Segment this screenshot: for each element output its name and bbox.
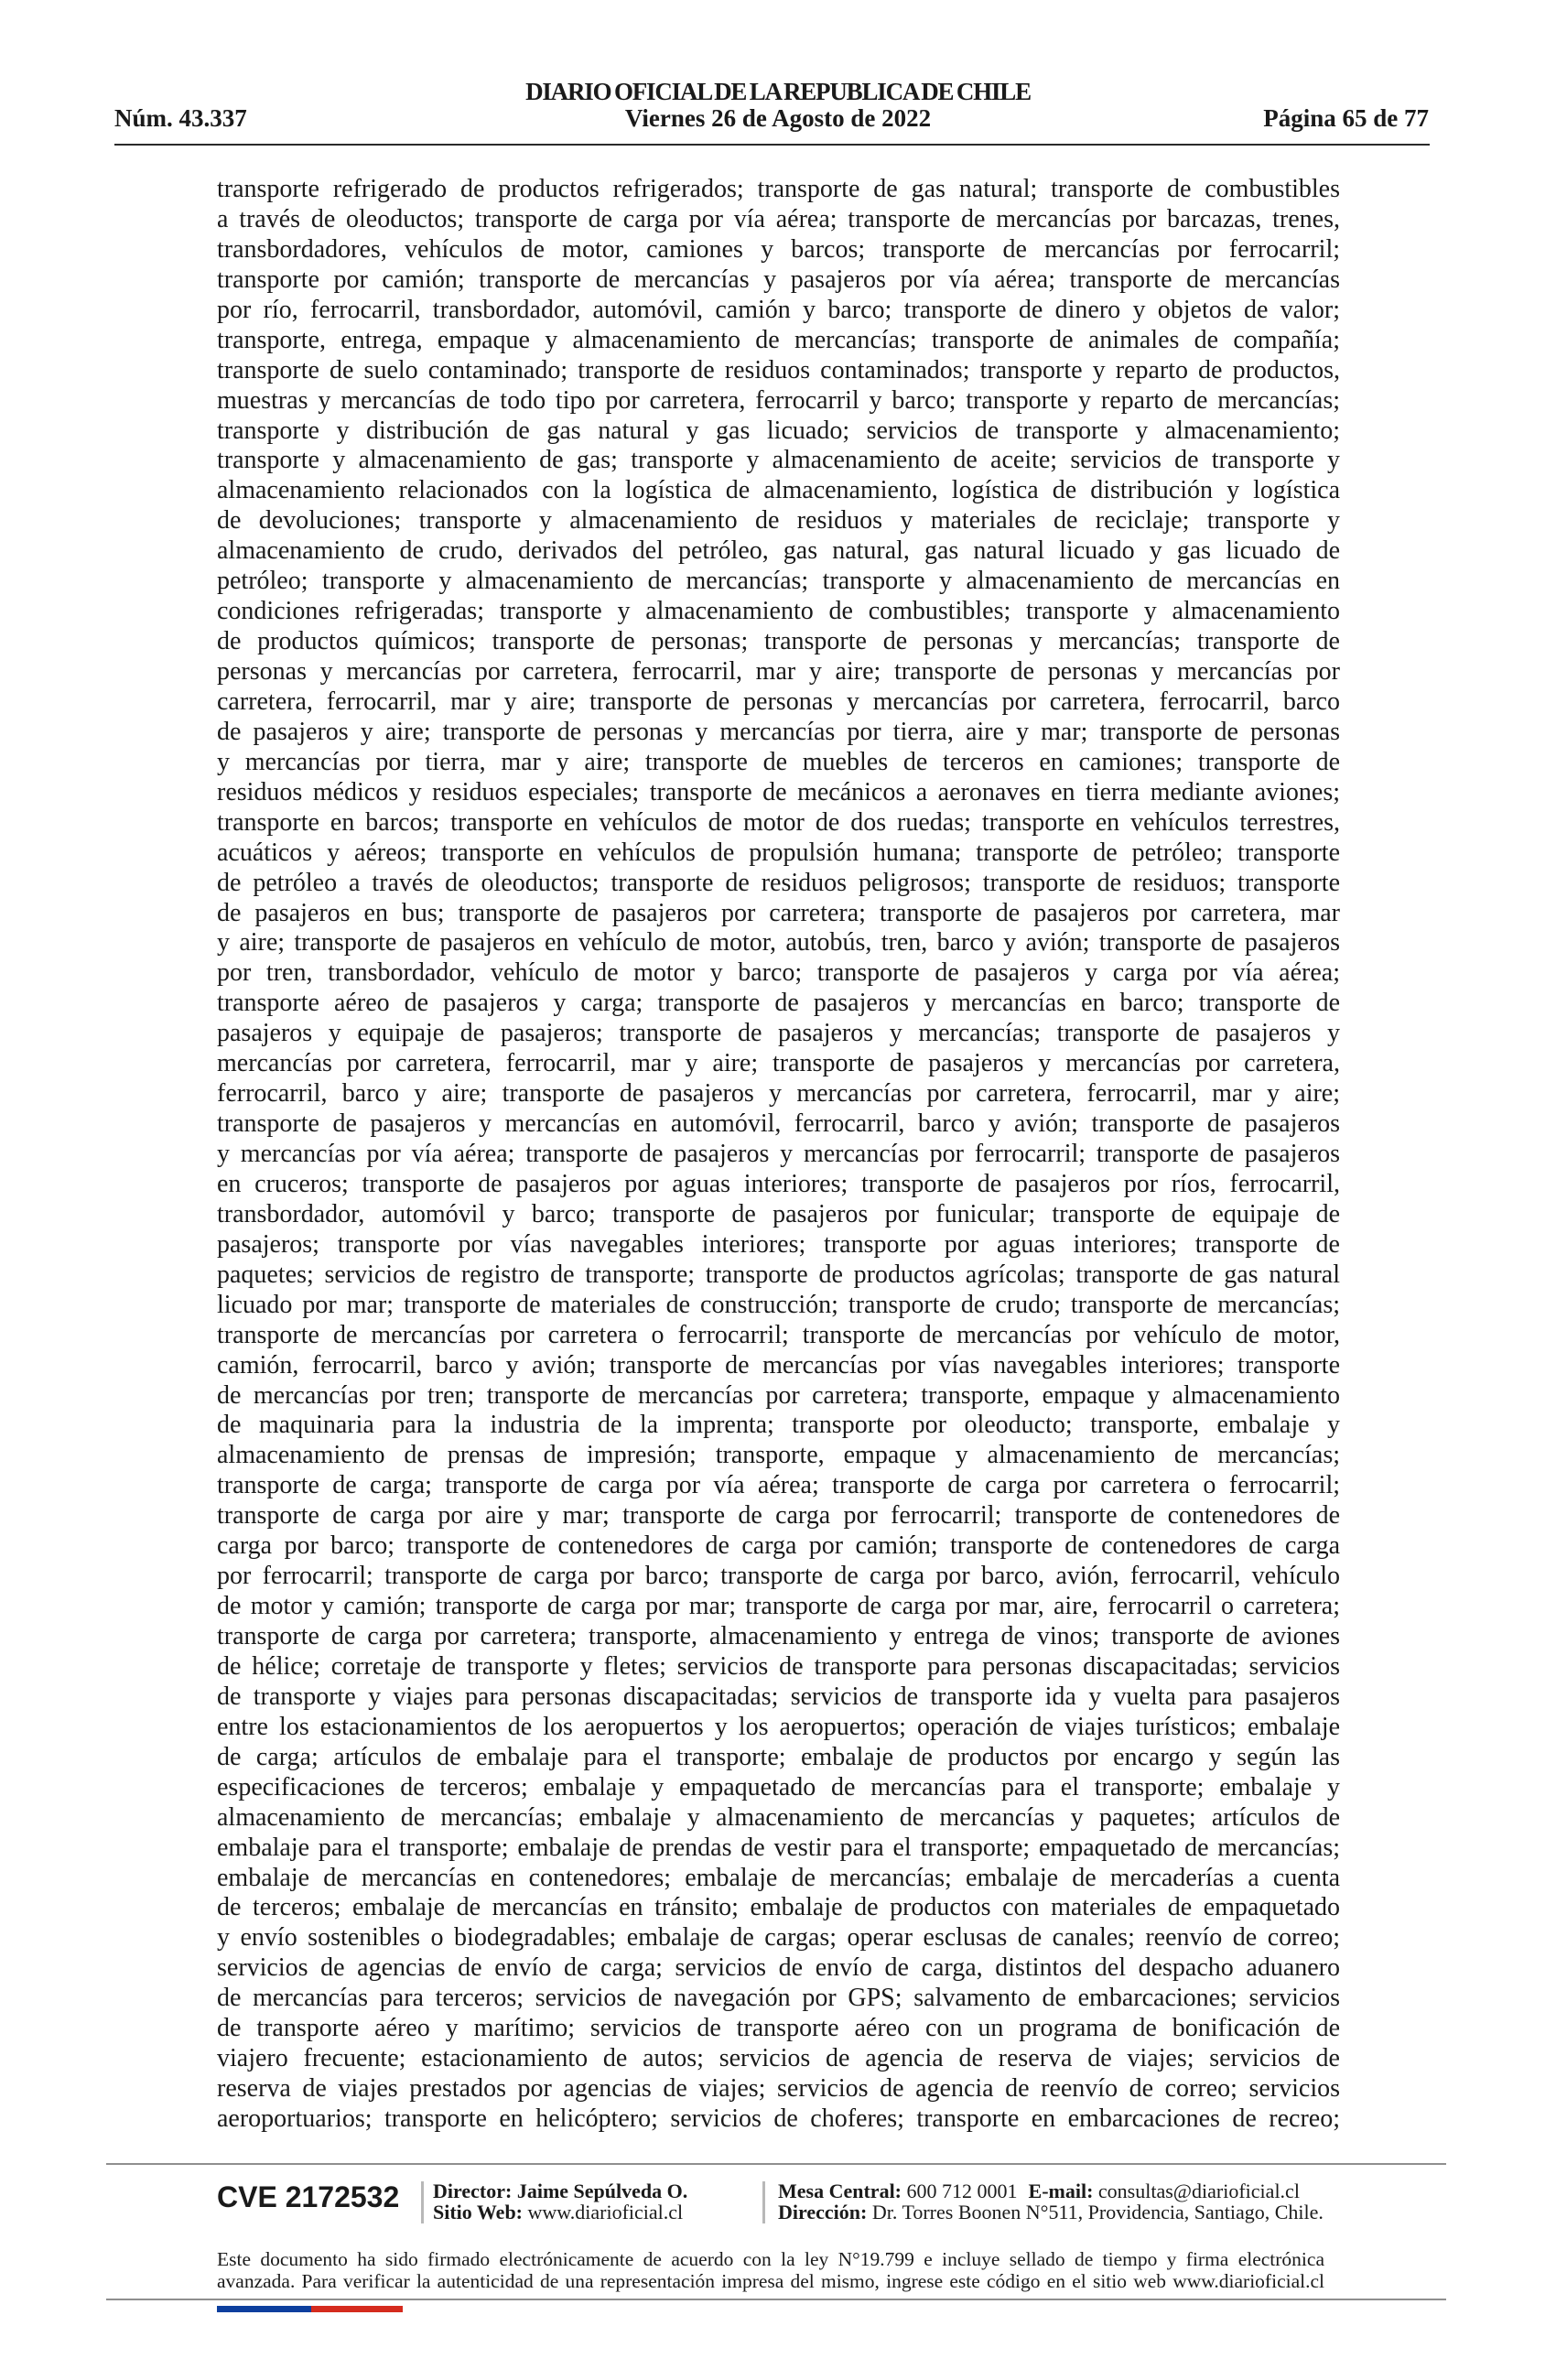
body-line: y mercancías por vía aérea; transporte de pasajeros y mercancías por ferrocarril; transporte de pasajeros [217,1140,1340,1168]
body-line: transbordador, automóvil y barco; transporte de pasajeros por funicular; transporte de equipaje de [217,1199,1340,1228]
issue-number: Núm. 43.337 [114,104,247,132]
body-line: petróleo; transporte y almacenamiento de mercancías; transporte y almacenamiento de mercancías en [217,567,1340,596]
body-line: paquetes; servicios de registro de transporte; transporte de productos agrícolas; transporte de gas natural [217,1260,1340,1289]
body-line: embalaje de mercancías en contenedores; embalaje de mercancías; embalaje de mercaderías a cuenta [217,1863,1340,1892]
body-line: transporte y distribución de gas natural y gas licuado; servicios de transporte y almacenamiento; [217,416,1340,445]
body-line: y aire; transporte de pasajeros en vehículo de motor, autobús, tren, barco y avión; transporte de pasajeros [217,928,1340,957]
address-label: Dirección: [778,2201,868,2223]
body-line: transporte en barcos; transporte en vehículos de motor de dos ruedas; transporte en vehículos terrestres, [217,807,1340,837]
flag-color-bar [217,2306,403,2312]
body-line: servicios de agencias de envío de carga; servicios de envío de carga, distintos del despacho aduanero [217,1953,1340,1983]
body-line: viajero frecuente; estacionamiento de autos; servicios de agencia de reserva de viajes; servicios de [217,2044,1340,2073]
body-line: por ferrocarril; transporte de carga por barco; transporte de carga por barco, avión, ferrocarril, vehículo [217,1562,1340,1591]
body-line: transbordadores, vehículos de motor, camiones y barcos; transporte de mercancías por ferrocarril; [217,234,1340,264]
footer-director-line [433,2180,687,2202]
body-line: almacenamiento relacionados con la logística de almacenamiento, logística de distribución y logística [217,476,1340,505]
phone-value: 600 712 0001 [906,2180,1018,2202]
website-value: www.diarioficial.cl [527,2201,684,2223]
body-line: de mercancías para terceros; servicios de navegación por GPS; salvamento de embarcaciones; servicios [217,1984,1340,2013]
footer-director-block [433,2180,687,2223]
phone-label: Mesa Central: [778,2180,902,2202]
body-line: de mercancías por tren; transporte de mercancías por carretera; transporte, empaque y almacenamiento [217,1380,1340,1410]
body-line: en cruceros; transporte de pasajeros por aguas interiores; transporte de pasajeros por ríos, ferrocarril, [217,1169,1340,1198]
body-line: almacenamiento de crudo, derivados del petróleo, gas natural, gas natural licuado y gas licuado de [217,536,1340,566]
body-line: licuado por mar; transporte de materiales de construcción; transporte de crudo; transporte de mercancías; [217,1290,1340,1319]
body-line: transporte, entrega, empaque y almacenamiento de mercancías; transporte de animales de compañía; [217,325,1340,354]
footer-divider-top [106,2163,1446,2165]
body-line: de transporte aéreo y marítimo; servicios de transporte aéreo con un programa de bonificación de [217,2014,1340,2043]
signature-disclaimer [217,2248,1324,2292]
body-line: entre los estacionamientos de los aeropuertos y los aeropuertos; operación de viajes turísticos; embalaje [217,1712,1340,1741]
body-line: por río, ferrocarril, transbordador, automóvil, camión y barco; transporte de dinero y objetos de valor; [217,295,1340,324]
body-line: pasajeros y equipaje de pasajeros; transporte de pasajeros y mercancías; transporte de pasajeros y [217,1019,1340,1048]
body-line: de terceros; embalaje de mercancías en tránsito; embalaje de productos con materiales de empaquetado [217,1893,1340,1922]
body-line: a través de oleoductos; transporte de carga por vía aérea; transporte de mercancías por barcazas, trenes, [217,204,1340,233]
body-line: transporte de pasajeros y mercancías en automóvil, ferrocarril, barco y avión; transporte de pasajeros [217,1109,1340,1139]
body-line: transporte de carga; transporte de carga por vía aérea; transporte de carga por carretera o ferrocarril; [217,1471,1340,1500]
body-line: embalaje para el transporte; embalaje de prendas de vestir para el transporte; empaquetado de mercancías; [217,1833,1340,1862]
body-line: mercancías por carretera, ferrocarril, mar y aire; transporte de pasajeros y mercancías por carretera, [217,1049,1340,1078]
body-line: carga por barco; transporte de contenedores de carga por camión; transporte de contenedores de carga [217,1531,1340,1561]
body-line: transporte de mercancías por carretera o ferrocarril; transporte de mercancías por vehículo de motor, [217,1320,1340,1349]
footer-divider-bottom [106,2299,1446,2300]
body-line: de hélice; corretaje de transporte y fletes; servicios de transporte para personas discapacitadas; servicios [217,1651,1340,1681]
body-line: condiciones refrigeradas; transporte y almacenamiento de combustibles; transporte y almacenamiento [217,597,1340,626]
body-line: de productos químicos; transporte de personas; transporte de personas y mercancías; transporte de [217,627,1340,656]
issue-date: Viernes 26 de Agosto de 2022 [624,104,932,132]
body-line: residuos médicos y residuos especiales; transporte de mecánicos a aeronaves en tierra mediante aviones; [217,777,1340,806]
flag-red-stripe [311,2306,403,2312]
director-name: Jaime Sepúlveda O. [516,2180,688,2202]
body-line: camión, ferrocarril, barco y avión; transporte de mercancías por vías navegables interiores; transporte [217,1350,1340,1379]
body-line: muestras y mercancías de todo tipo por carretera, ferrocarril y barco; transporte y reparto de mercancías; [217,385,1340,415]
website-label: Sitio Web: [433,2201,524,2223]
body-line: aeroportuarios; transporte en helicóptero; servicios de choferes; transporte en embarcaciones de recreo; [217,2104,1340,2133]
disclaimer-line: avanzada. Para verificar la autenticidad de una representación impresa del mismo, ingrese este código en el sitio web www.diarioficial.cl [217,2270,1324,2292]
body-line: y envío sostenibles o biodegradables; embalaje de cargas; operar esclusas de canales; reenvío de correo; [217,1923,1340,1953]
body-line: de devoluciones; transporte y almacenamiento de residuos y materiales de reciclaje; transporte y [217,506,1340,536]
body-line: de maquinaria para la industria de la imprenta; transporte por oleoducto; transporte, embalaje y [217,1411,1340,1440]
body-line: por tren, transbordador, vehículo de motor y barco; transporte de pasajeros y carga por vía aérea; [217,958,1340,988]
gazette-title: DIARIO OFICIAL DE LA REPUBLICA DE CHILE [525,78,1031,105]
cve-code: CVE 2172532 [217,2180,400,2213]
email-label: E-mail: [1028,2180,1094,2202]
footer-phone-email-line [778,2180,1324,2202]
address-value: Dr. Torres Boonen N°511, Providencia, Santiago, Chile. [871,2201,1324,2223]
header-divider [114,144,1430,146]
body-line: reserva de viajes prestados por agencias de viajes; servicios de agencia de reenvío de correo; servicios [217,2074,1340,2104]
footer-contact-block [778,2180,1324,2223]
body-text-block [217,175,1340,2135]
body-line: transporte de suelo contaminado; transporte de residuos contaminados; transporte y reparto de productos, [217,355,1340,384]
body-line: y mercancías por tierra, mar y aire; transporte de muebles de terceros en camiones; transporte de [217,747,1340,776]
body-line: especificaciones de terceros; embalaje y empaquetado de mercancías para el transporte; embalaje y [217,1772,1340,1801]
page-number: Página 65 de 77 [1263,104,1429,132]
body-line: transporte de carga por carretera; transporte, almacenamiento y entrega de vinos; transporte de aviones [217,1622,1340,1650]
body-line: de pasajeros y aire; transporte de personas y mercancías por tierra, aire y mar; transporte de personas [217,717,1340,746]
body-line: almacenamiento de prensas de impresión; transporte, empaque y almacenamiento de mercancías; [217,1441,1340,1470]
flag-blue-stripe [217,2306,311,2312]
body-line: ferrocarril, barco y aire; transporte de pasajeros y mercancías por carretera, ferrocarril, mar y aire; [217,1079,1340,1109]
body-line: acuáticos y aéreos; transporte en vehículos de propulsión humana; transporte de petróleo; transporte [217,838,1340,867]
body-line: transporte refrigerado de productos refrigerados; transporte de gas natural; transporte de combustibles [217,175,1340,203]
body-line: transporte de carga por aire y mar; transporte de carga por ferrocarril; transporte de contenedores de [217,1501,1340,1531]
body-line: transporte aéreo de pasajeros y carga; transporte de pasajeros y mercancías en barco; transporte de [217,989,1340,1018]
body-line: de pasajeros en bus; transporte de pasajeros por carretera; transporte de pasajeros por carretera, mar [217,898,1340,927]
email-value: consultas@diarioficial.cl [1097,2180,1300,2202]
director-label: Director: [433,2180,513,2202]
body-line: transporte por camión; transporte de mercancías y pasajeros por vía aérea; transporte de mercancías [217,265,1340,294]
footer-website-line [433,2202,687,2223]
body-line: de motor y camión; transporte de carga por mar; transporte de carga por mar, aire, ferrocarril o carretera; [217,1592,1340,1621]
body-line: pasajeros; transporte por vías navegables interiores; transporte por aguas interiores; transporte de [217,1229,1340,1259]
body-line: almacenamiento de mercancías; embalaje y almacenamiento de mercancías y paquetes; artículos de [217,1802,1340,1832]
disclaimer-line: Este documento ha sido firmado electrónicamente de acuerdo con la ley N°19.799 e incluye sellado de tiempo y firma electrónica [217,2248,1324,2270]
body-line: carretera, ferrocarril, mar y aire; transporte de personas y mercancías por carretera, ferrocarril, barco [217,687,1340,716]
body-line: transporte y almacenamiento de gas; transporte y almacenamiento de aceite; servicios de transporte y [217,446,1340,475]
body-line: personas y mercancías por carretera, ferrocarril, mar y aire; transporte de personas y mercancías por [217,657,1340,686]
body-line: de petróleo a través de oleoductos; transporte de residuos peligrosos; transporte de residuos; transporte [217,868,1340,897]
footer-address-line [778,2202,1324,2223]
footer-separator [762,2181,765,2223]
body-line: de transporte y viajes para personas discapacitadas; servicios de transporte ida y vuelta para pasajeros [217,1682,1340,1711]
footer-separator [421,2181,424,2223]
body-line: de carga; artículos de embalaje para el transporte; embalaje de productos por encargo y según las [217,1742,1340,1771]
